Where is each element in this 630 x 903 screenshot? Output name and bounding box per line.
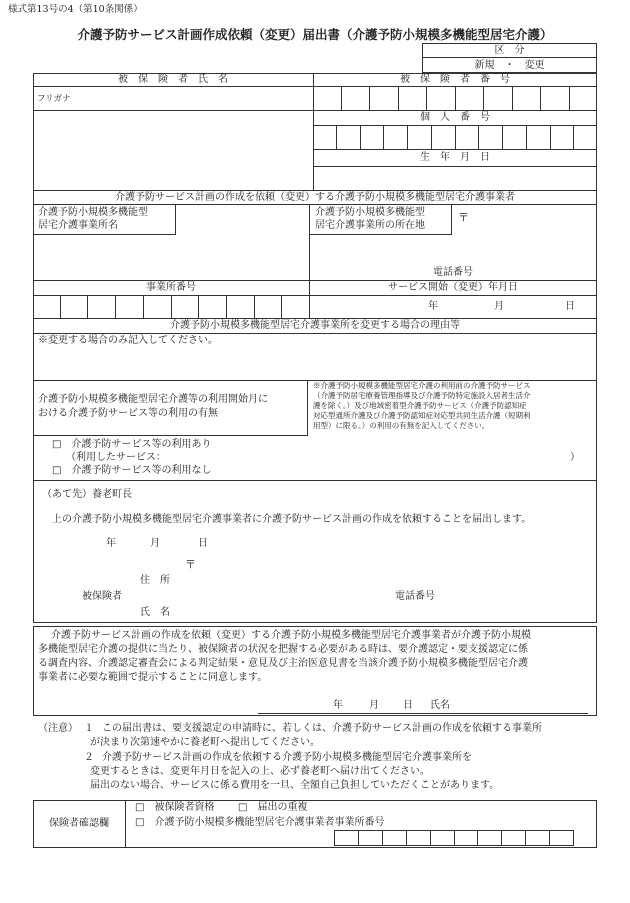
insured-name-field[interactable]: [34, 111, 312, 189]
provider-section-header: 介護予防サービス計画の作成を依頼（変更）する介護予防小規模多機能型居宅介護事業者: [115, 192, 515, 203]
office-number-field[interactable]: [33, 295, 309, 318]
kubun-value[interactable]: 新規 ・ 変更: [474, 60, 545, 71]
usage-option-yes[interactable]: □ 介護予防サービス等の利用あり: [52, 439, 212, 450]
insurer-check-label: 保険者確認欄: [49, 818, 109, 829]
note-2-line-1: 介護予防サービス計画の作成を依頼する介護予防小規模多機能型居宅介護事業所を: [102, 752, 472, 763]
applicant-name-label: 氏 名: [140, 607, 170, 618]
applicant-name-field[interactable]: [180, 604, 580, 618]
insured-number-header: 被 保 険 者 番 号: [400, 74, 510, 85]
consent-line-1: 介護予防サービス計画の作成を依頼（変更）する介護予防小規模多機能型居宅介護事業者が介護予防小規模: [51, 630, 531, 641]
service-start-year: 年: [428, 301, 438, 312]
change-reason-note: ※変更する場合のみ記入してください。: [38, 335, 218, 346]
note-2-number: ２: [84, 752, 94, 763]
consent-day: 日: [403, 700, 413, 711]
consent-signature-line: [258, 713, 588, 714]
birthdate-label: 生 年 月 日: [420, 152, 490, 163]
usage-note-3: 護を除く。）及び地域密着型介護予防サービス（介護予防認知症: [313, 401, 527, 410]
consent-month: 月: [369, 700, 379, 711]
note-1-line-2: が決まり次第速やかに養老町へ提出してください。: [90, 737, 320, 748]
birthdate-field[interactable]: [314, 167, 596, 189]
provider-address-label-2: 居宅介護事業所の所在地: [315, 220, 425, 231]
consent-name-label: 氏名: [430, 700, 450, 711]
provider-name-label-1: 介護予防小規模多機能型: [38, 207, 148, 218]
declaration-month: 月: [150, 538, 160, 549]
form-title: 介護予防サービス計画作成依頼（変更）届出書（介護予防小規模多機能型居宅介護）: [77, 27, 553, 42]
notes-label: （注意）: [38, 723, 78, 734]
change-reason-header: 介護予防小規模多機能型居宅介護事業所を変更する場合の理由等: [170, 320, 460, 331]
usage-note-2: （介護予防居宅療養管理指導及び介護予防特定施設入居者生活介: [313, 391, 531, 400]
note-2-line-2: 変更するときは、変更年月日を記入の上、必ず養老町へ届け出てください。: [90, 766, 430, 777]
insurer-check-duplicate[interactable]: □ 届出の重複: [238, 802, 308, 813]
consent-line-2: 多機能型居宅介護の提供に当たり、被保険者の状況を把握する必要がある時は、要介護認定・要支援認定に係: [38, 644, 528, 655]
provider-address-field[interactable]: [472, 206, 596, 276]
insurer-check-qualification[interactable]: □ 被保険者資格: [135, 802, 215, 813]
declaration-day: 日: [198, 538, 208, 549]
form-id: 様式第13号の4（第10条関係）: [8, 4, 143, 15]
insurer-office-number-field[interactable]: [334, 830, 574, 846]
usage-note-1: ※介護予防小規模多機能型居宅介護の利用前の介護予防サービス: [313, 381, 531, 390]
applicant-address-label: 住 所: [140, 575, 170, 586]
used-service-close: ）: [570, 452, 580, 463]
insurer-check-office-number[interactable]: □ 介護予防小規模多機能型居宅介護事業者事業所番号: [135, 817, 385, 828]
addressee: （あて先）養老町長: [42, 489, 132, 500]
applicant-address-field[interactable]: [180, 572, 580, 586]
office-number-label: 事業所番号: [146, 282, 196, 293]
insured-number-field[interactable]: [313, 86, 597, 110]
provider-address-label-1: 介護予防小規模多機能型: [315, 207, 425, 218]
service-start-field[interactable]: [310, 296, 596, 317]
applicant-postal-mark: 〒: [185, 558, 196, 571]
personal-number-field[interactable]: [313, 125, 597, 149]
provider-name-field[interactable]: [34, 236, 308, 280]
usage-note-4: 対応型通所介護及び介護予防認知症対応型共同生活介護（短期利: [313, 411, 531, 420]
provider-name-label-2: 居宅介護事業所名: [38, 220, 118, 231]
furigana-label: フリガナ: [37, 94, 71, 104]
service-start-month: 月: [494, 301, 504, 312]
kubun-label: 区 分: [494, 45, 525, 56]
applicant-phone-label: 電話番号: [395, 591, 435, 602]
service-start-day: 日: [565, 301, 575, 312]
service-start-label: サービス開始（変更）年月日: [388, 282, 518, 293]
note-2-line-3: 届出のない場合、サービスに係る費用を一旦、全額自己負担していただくことがあります。: [90, 780, 500, 791]
used-service-field[interactable]: [175, 451, 560, 464]
usage-question-2: おける介護予防サービス等の利用の有無: [38, 408, 218, 419]
consent-year: 年: [333, 700, 343, 711]
used-service-label: （利用したサービス：: [66, 452, 166, 463]
declaration-statement: 上の介護予防小規模多機能型居宅介護事業者に介護予防サービス計画の作成を依頼することを届出します。: [52, 514, 532, 525]
consent-name-field[interactable]: [455, 698, 585, 712]
consent-line-4: 事業者に必要な範囲で提示することに同意します。: [38, 672, 268, 683]
usage-question-1: 介護予防小規模多機能型居宅介護等の利用開始月に: [38, 394, 268, 405]
applicant-phone-field[interactable]: [445, 589, 580, 603]
note-1-line-1: この届出書は、要支援認定の申請時に、若しくは、介護予防サービス計画の作成を依頼する事業所: [102, 723, 542, 734]
provider-postal-mark: 〒: [458, 211, 469, 224]
personal-number-label: 個 人 番 号: [420, 112, 490, 123]
insured-person-label: 被保険者: [82, 591, 122, 602]
insured-name-header: 被 保 険 者 氏 名: [118, 74, 228, 85]
change-reason-field[interactable]: [34, 348, 596, 378]
provider-phone-label: 電話番号: [433, 267, 473, 278]
note-1-number: １: [84, 723, 94, 734]
declaration-year: 年: [106, 538, 116, 549]
usage-note-5: 用型）に限る。）の利用の有無を記入してください。: [313, 421, 490, 430]
consent-line-3: る調査内容、介護認定審査会による判定結果・意見及び主治医意見書を当該介護予防小規模多機能型居宅介護: [38, 658, 528, 669]
usage-option-no[interactable]: □ 介護予防サービス等の利用なし: [52, 465, 212, 476]
